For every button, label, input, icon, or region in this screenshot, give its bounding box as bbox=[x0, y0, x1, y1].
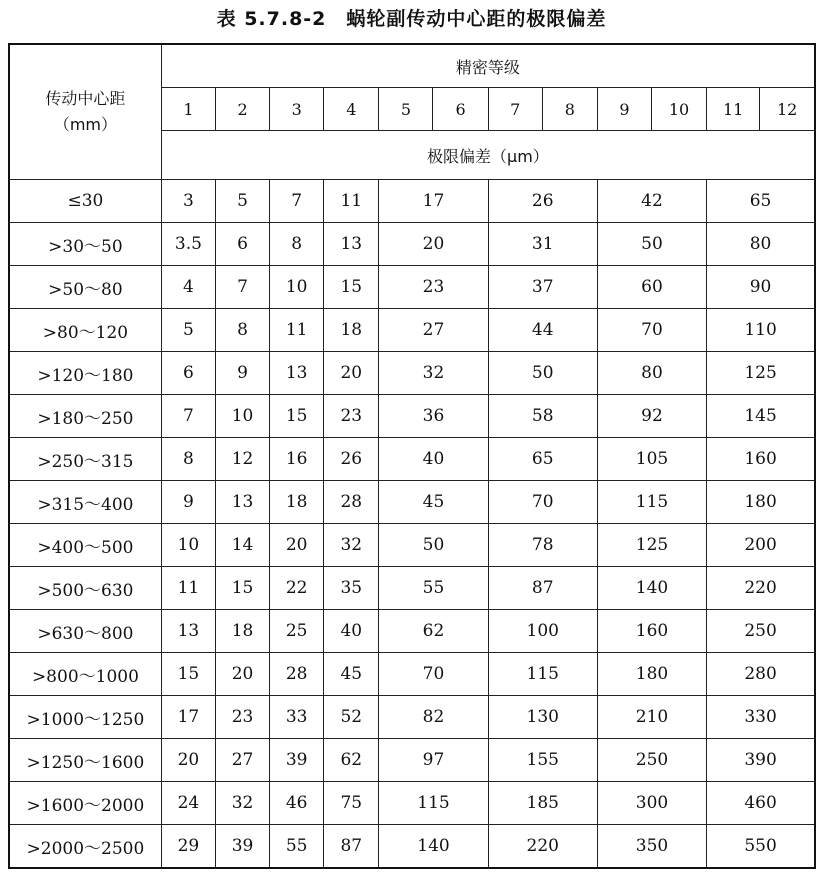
table-row bbox=[9, 266, 815, 309]
center-distance-range-cell: ≤30 bbox=[9, 180, 161, 223]
center-distance-range-cell: >30～50 bbox=[9, 223, 161, 266]
deviation-value-cell: 23 bbox=[379, 266, 488, 309]
table-row bbox=[9, 223, 815, 266]
deviation-value-cell: 13 bbox=[270, 352, 324, 395]
deviation-value-cell: 15 bbox=[215, 567, 269, 610]
center-distance-range-cell: >400～500 bbox=[9, 524, 161, 567]
deviation-value-cell: 42 bbox=[597, 180, 706, 223]
center-distance-range-cell: >250～315 bbox=[9, 438, 161, 481]
deviation-value-cell: 7 bbox=[161, 395, 215, 438]
deviation-value-cell: 29 bbox=[161, 825, 215, 869]
deviation-value-cell: 11 bbox=[161, 567, 215, 610]
corner-header bbox=[9, 44, 161, 180]
deviation-value-cell: 100 bbox=[488, 610, 597, 653]
deviation-value-cell: 18 bbox=[324, 309, 379, 352]
deviation-value-cell: 8 bbox=[215, 309, 269, 352]
deviation-value-cell: 39 bbox=[215, 825, 269, 869]
deviation-value-cell: 27 bbox=[215, 739, 269, 782]
deviation-value-cell: 23 bbox=[324, 395, 379, 438]
table-body bbox=[9, 44, 815, 868]
deviation-value-cell: 145 bbox=[707, 395, 815, 438]
deviation-value-cell: 15 bbox=[324, 266, 379, 309]
deviation-value-cell: 90 bbox=[707, 266, 815, 309]
deviation-value-cell: 20 bbox=[215, 653, 269, 696]
center-distance-range-cell: >2000～2500 bbox=[9, 825, 161, 869]
deviation-value-cell: 55 bbox=[270, 825, 324, 869]
deviation-value-cell: 390 bbox=[707, 739, 815, 782]
grade-header-cell: 10 bbox=[651, 88, 706, 131]
deviation-value-cell: 44 bbox=[488, 309, 597, 352]
deviation-value-cell: 15 bbox=[270, 395, 324, 438]
header-row-grade-title bbox=[9, 44, 815, 88]
grade-header-cell: 6 bbox=[433, 88, 488, 131]
center-distance-range-cell: >80～120 bbox=[9, 309, 161, 352]
center-distance-range-cell: >1250～1600 bbox=[9, 739, 161, 782]
deviation-value-cell: 16 bbox=[270, 438, 324, 481]
deviation-value-cell: 160 bbox=[707, 438, 815, 481]
center-distance-range-cell: >500～630 bbox=[9, 567, 161, 610]
deviation-value-cell: 33 bbox=[270, 696, 324, 739]
deviation-value-cell: 15 bbox=[161, 653, 215, 696]
deviation-value-cell: 45 bbox=[324, 653, 379, 696]
deviation-value-cell: 180 bbox=[597, 653, 706, 696]
deviation-value-cell: 22 bbox=[270, 567, 324, 610]
deviation-value-cell: 37 bbox=[488, 266, 597, 309]
deviation-value-cell: 52 bbox=[324, 696, 379, 739]
deviation-value-cell: 20 bbox=[379, 223, 488, 266]
deviation-value-cell: 82 bbox=[379, 696, 488, 739]
deviation-value-cell: 10 bbox=[270, 266, 324, 309]
table-row bbox=[9, 653, 815, 696]
grade-header-cell: 9 bbox=[597, 88, 651, 131]
table-row bbox=[9, 825, 815, 869]
center-distance-range-cell: >50～80 bbox=[9, 266, 161, 309]
deviation-group-header: 极限偏差（μm） bbox=[161, 131, 815, 180]
deviation-value-cell: 75 bbox=[324, 782, 379, 825]
grade-header-cell: 12 bbox=[760, 88, 815, 131]
deviation-value-cell: 220 bbox=[707, 567, 815, 610]
center-distance-range-cell: >630～800 bbox=[9, 610, 161, 653]
deviation-value-cell: 200 bbox=[707, 524, 815, 567]
grade-header-cell: 4 bbox=[324, 88, 379, 131]
deviation-value-cell: 40 bbox=[324, 610, 379, 653]
deviation-value-cell: 350 bbox=[597, 825, 706, 869]
center-distance-range-cell: >800～1000 bbox=[9, 653, 161, 696]
deviation-value-cell: 155 bbox=[488, 739, 597, 782]
grade-header-cell: 7 bbox=[488, 88, 542, 131]
deviation-value-cell: 65 bbox=[488, 438, 597, 481]
table-row bbox=[9, 352, 815, 395]
deviation-value-cell: 6 bbox=[161, 352, 215, 395]
deviation-value-cell: 87 bbox=[324, 825, 379, 869]
deviation-value-cell: 280 bbox=[707, 653, 815, 696]
deviation-value-cell: 11 bbox=[270, 309, 324, 352]
deviation-value-cell: 13 bbox=[161, 610, 215, 653]
deviation-value-cell: 25 bbox=[270, 610, 324, 653]
deviation-value-cell: 78 bbox=[488, 524, 597, 567]
deviation-value-cell: 17 bbox=[161, 696, 215, 739]
deviation-value-cell: 70 bbox=[379, 653, 488, 696]
table-row bbox=[9, 782, 815, 825]
center-distance-range-cell: >120～180 bbox=[9, 352, 161, 395]
deviation-value-cell: 70 bbox=[597, 309, 706, 352]
deviation-value-cell: 18 bbox=[215, 610, 269, 653]
deviation-value-cell: 92 bbox=[597, 395, 706, 438]
deviation-value-cell: 32 bbox=[324, 524, 379, 567]
deviation-value-cell: 115 bbox=[379, 782, 488, 825]
deviation-value-cell: 9 bbox=[161, 481, 215, 524]
deviation-value-cell: 17 bbox=[379, 180, 488, 223]
deviation-value-cell: 5 bbox=[215, 180, 269, 223]
deviation-value-cell: 60 bbox=[597, 266, 706, 309]
deviation-value-cell: 27 bbox=[379, 309, 488, 352]
deviation-value-cell: 45 bbox=[379, 481, 488, 524]
deviation-value-cell: 8 bbox=[270, 223, 324, 266]
table-row bbox=[9, 567, 815, 610]
center-distance-deviation-table bbox=[8, 43, 816, 869]
deviation-value-cell: 97 bbox=[379, 739, 488, 782]
deviation-value-cell: 80 bbox=[597, 352, 706, 395]
deviation-value-cell: 20 bbox=[270, 524, 324, 567]
table-row bbox=[9, 438, 815, 481]
deviation-value-cell: 87 bbox=[488, 567, 597, 610]
deviation-value-cell: 5 bbox=[161, 309, 215, 352]
deviation-value-cell: 31 bbox=[488, 223, 597, 266]
deviation-value-cell: 18 bbox=[270, 481, 324, 524]
center-distance-range-cell: >315～400 bbox=[9, 481, 161, 524]
deviation-value-cell: 65 bbox=[707, 180, 815, 223]
table-row bbox=[9, 696, 815, 739]
deviation-value-cell: 35 bbox=[324, 567, 379, 610]
deviation-value-cell: 14 bbox=[215, 524, 269, 567]
deviation-value-cell: 160 bbox=[597, 610, 706, 653]
deviation-value-cell: 330 bbox=[707, 696, 815, 739]
deviation-value-cell: 7 bbox=[215, 266, 269, 309]
center-distance-range-cell: >180～250 bbox=[9, 395, 161, 438]
deviation-value-cell: 62 bbox=[379, 610, 488, 653]
table-row bbox=[9, 524, 815, 567]
deviation-value-cell: 13 bbox=[215, 481, 269, 524]
grade-header-cell: 11 bbox=[707, 88, 760, 131]
deviation-value-cell: 11 bbox=[324, 180, 379, 223]
deviation-value-cell: 70 bbox=[488, 481, 597, 524]
deviation-value-cell: 10 bbox=[215, 395, 269, 438]
grade-header-cell: 8 bbox=[542, 88, 597, 131]
table-row bbox=[9, 739, 815, 782]
deviation-value-cell: 12 bbox=[215, 438, 269, 481]
grade-header-cell: 2 bbox=[215, 88, 269, 131]
deviation-value-cell: 6 bbox=[215, 223, 269, 266]
deviation-value-cell: 50 bbox=[379, 524, 488, 567]
deviation-value-cell: 9 bbox=[215, 352, 269, 395]
center-distance-range-cell: >1000～1250 bbox=[9, 696, 161, 739]
table-title: 表 5.7.8-2 蜗轮副传动中心距的极限偏差 bbox=[216, 8, 607, 30]
deviation-value-cell: 7 bbox=[270, 180, 324, 223]
deviation-value-cell: 55 bbox=[379, 567, 488, 610]
deviation-value-cell: 23 bbox=[215, 696, 269, 739]
deviation-value-cell: 115 bbox=[488, 653, 597, 696]
deviation-value-cell: 13 bbox=[324, 223, 379, 266]
table-row bbox=[9, 481, 815, 524]
deviation-value-cell: 460 bbox=[707, 782, 815, 825]
deviation-value-cell: 28 bbox=[324, 481, 379, 524]
grade-header-cell: 5 bbox=[379, 88, 433, 131]
deviation-value-cell: 550 bbox=[707, 825, 815, 869]
table-row bbox=[9, 309, 815, 352]
deviation-value-cell: 62 bbox=[324, 739, 379, 782]
deviation-value-cell: 20 bbox=[324, 352, 379, 395]
deviation-value-cell: 58 bbox=[488, 395, 597, 438]
deviation-value-cell: 40 bbox=[379, 438, 488, 481]
deviation-value-cell: 50 bbox=[597, 223, 706, 266]
deviation-value-cell: 20 bbox=[161, 739, 215, 782]
deviation-value-cell: 46 bbox=[270, 782, 324, 825]
deviation-value-cell: 32 bbox=[215, 782, 269, 825]
deviation-value-cell: 24 bbox=[161, 782, 215, 825]
deviation-value-cell: 80 bbox=[707, 223, 815, 266]
deviation-value-cell: 26 bbox=[488, 180, 597, 223]
deviation-value-cell: 300 bbox=[597, 782, 706, 825]
deviation-value-cell: 130 bbox=[488, 696, 597, 739]
deviation-value-cell: 110 bbox=[707, 309, 815, 352]
deviation-value-cell: 3 bbox=[161, 180, 215, 223]
deviation-value-cell: 180 bbox=[707, 481, 815, 524]
deviation-value-cell: 32 bbox=[379, 352, 488, 395]
deviation-value-cell: 115 bbox=[597, 481, 706, 524]
deviation-value-cell: 250 bbox=[707, 610, 815, 653]
deviation-value-cell: 4 bbox=[161, 266, 215, 309]
deviation-value-cell: 8 bbox=[161, 438, 215, 481]
deviation-value-cell: 140 bbox=[379, 825, 488, 869]
deviation-value-cell: 3.5 bbox=[161, 223, 215, 266]
deviation-value-cell: 28 bbox=[270, 653, 324, 696]
center-distance-range-cell: >1600～2000 bbox=[9, 782, 161, 825]
deviation-value-cell: 210 bbox=[597, 696, 706, 739]
table-row bbox=[9, 395, 815, 438]
deviation-value-cell: 125 bbox=[597, 524, 706, 567]
deviation-value-cell: 125 bbox=[707, 352, 815, 395]
deviation-value-cell: 220 bbox=[488, 825, 597, 869]
deviation-value-cell: 39 bbox=[270, 739, 324, 782]
corner-header-unit: （mm） bbox=[53, 115, 118, 134]
deviation-value-cell: 250 bbox=[597, 739, 706, 782]
deviation-value-cell: 50 bbox=[488, 352, 597, 395]
corner-header-label: 传动中心距 bbox=[45, 89, 126, 108]
deviation-value-cell: 26 bbox=[324, 438, 379, 481]
deviation-value-cell: 10 bbox=[161, 524, 215, 567]
deviation-value-cell: 140 bbox=[597, 567, 706, 610]
deviation-value-cell: 105 bbox=[597, 438, 706, 481]
grade-header-cell: 1 bbox=[161, 88, 215, 131]
table-row bbox=[9, 180, 815, 223]
grade-group-header: 精密等级 bbox=[161, 44, 815, 88]
deviation-value-cell: 36 bbox=[379, 395, 488, 438]
table-row bbox=[9, 610, 815, 653]
deviation-value-cell: 185 bbox=[488, 782, 597, 825]
grade-header-cell: 3 bbox=[270, 88, 324, 131]
